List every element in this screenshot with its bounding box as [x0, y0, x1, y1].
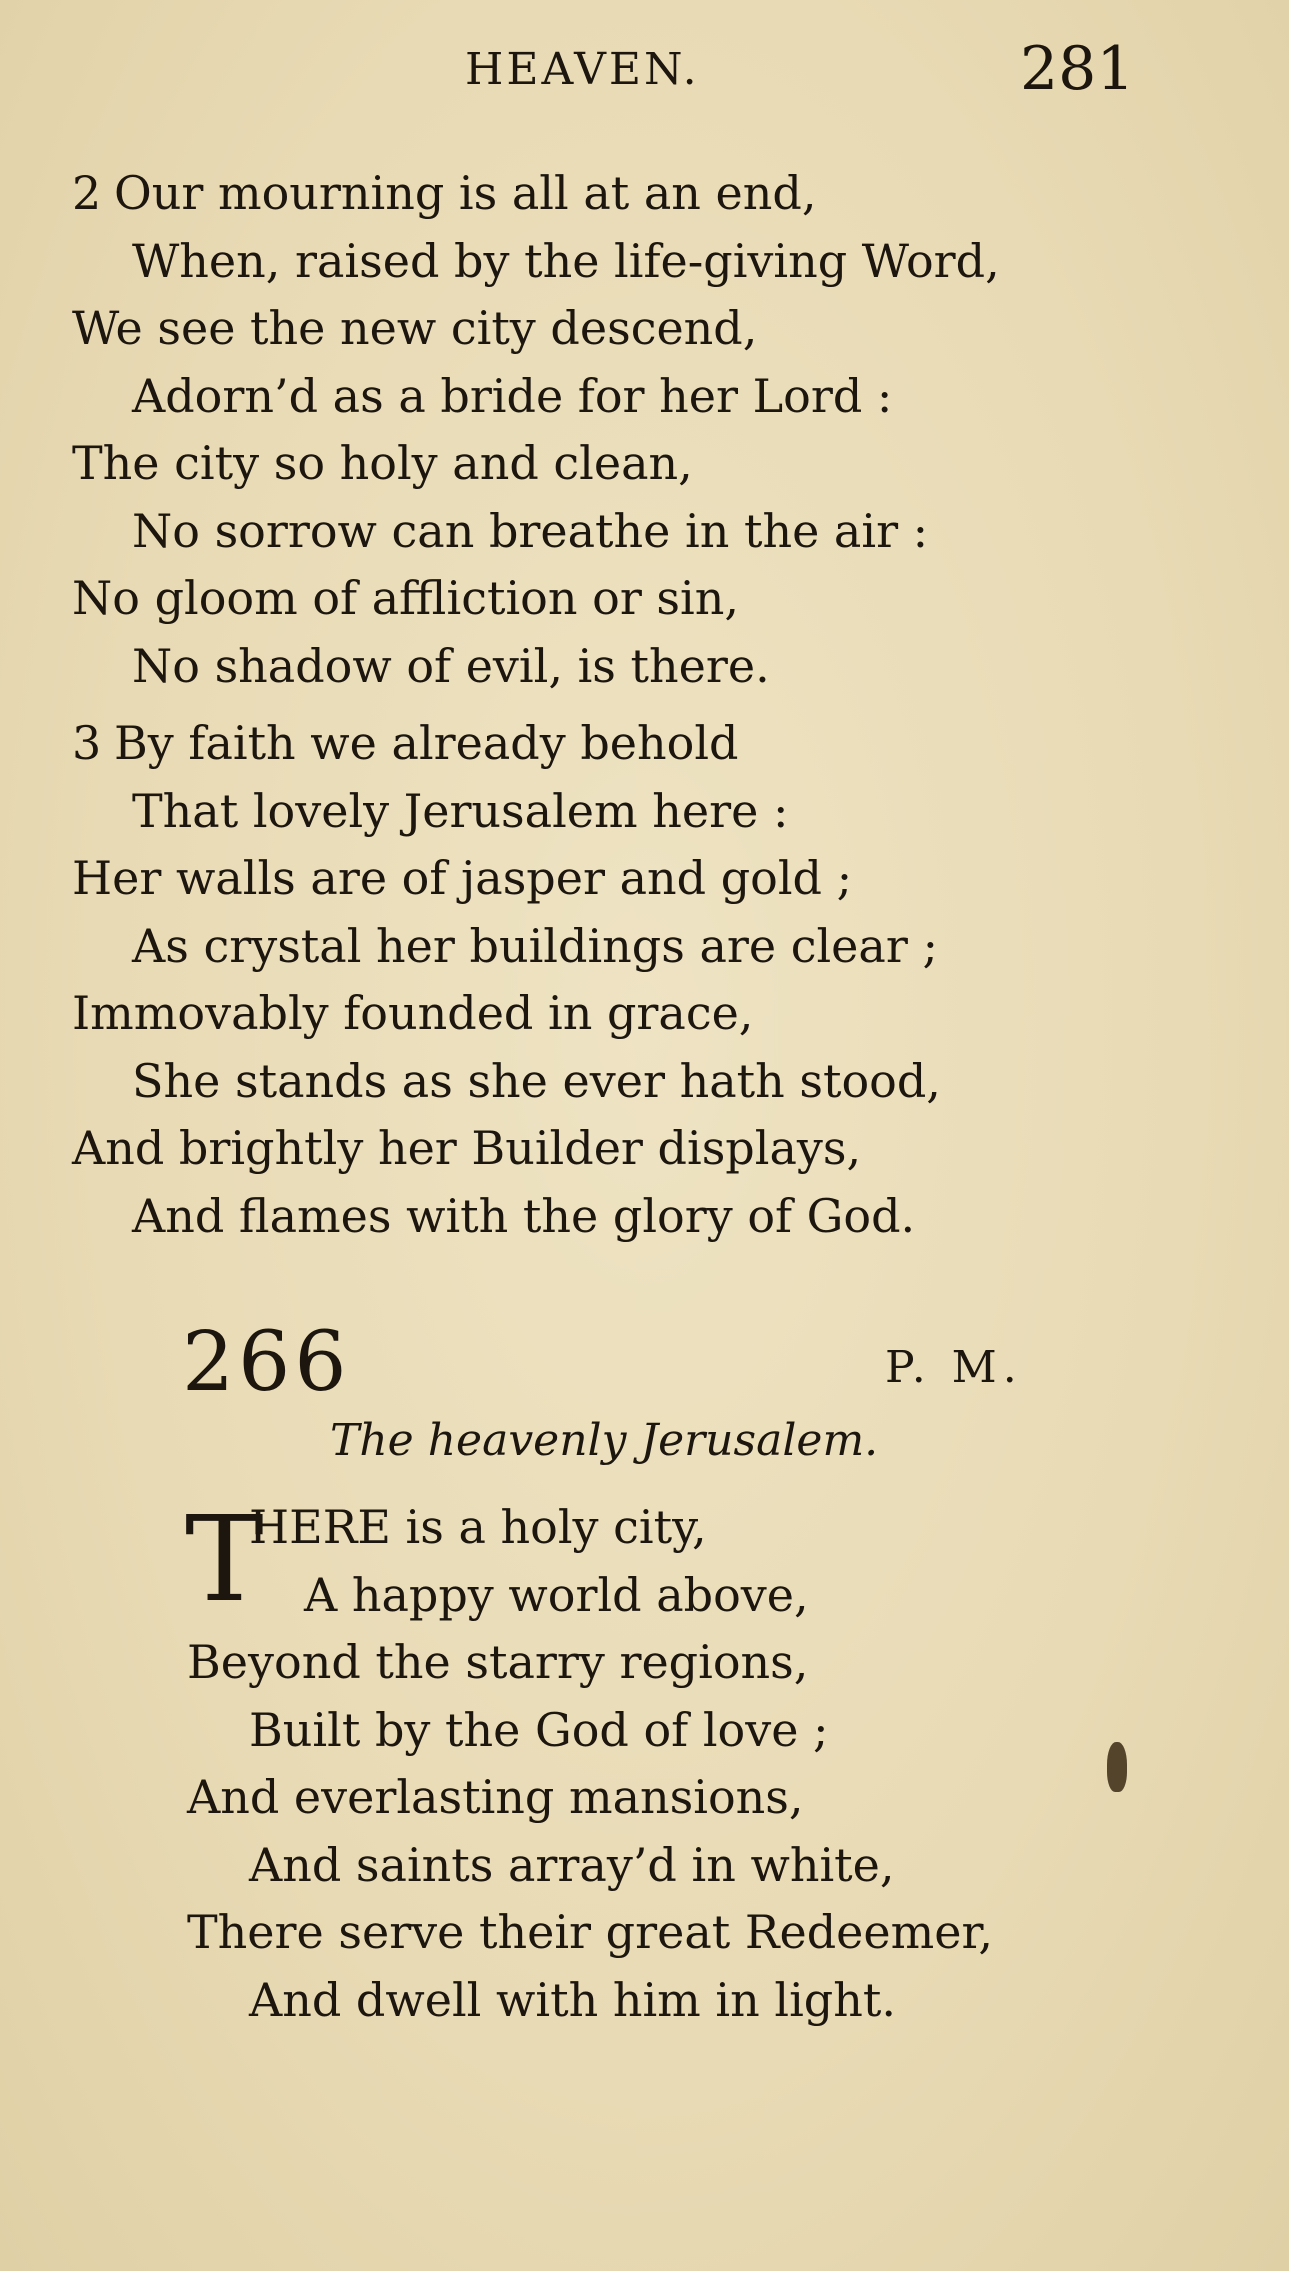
- verse-line: A happy world above,: [304, 1567, 809, 1622]
- hymn-number: 266: [182, 1315, 351, 1410]
- verse-line: The city so holy and clean,: [72, 436, 693, 490]
- verse-line: She stands as she ever hath stood,: [132, 1053, 941, 1108]
- verse-line: And flames with the glory of God.: [132, 1188, 916, 1243]
- verse-line: Adorn’d as a bride for her Lord :: [132, 368, 893, 423]
- stanza-number: 2: [72, 166, 102, 220]
- verse-line: Built by the God of love ;: [249, 1702, 829, 1757]
- verse-line: No gloom of affliction or sin,: [72, 571, 739, 625]
- verse-line: Beyond the starry regions,: [187, 1635, 809, 1689]
- page-header: [0, 34, 1289, 108]
- verse-line: And brightly her Builder displays,: [72, 1121, 862, 1175]
- ink-blot: [1107, 1742, 1127, 1792]
- verse-line: That lovely Jerusalem here :: [132, 783, 789, 838]
- verse-line: Her walls are of jasper and gold ;: [72, 851, 853, 905]
- verse-line: And saints array’d in white,: [249, 1837, 895, 1892]
- page-number: 281: [1020, 34, 1135, 104]
- hymn-meter: P. M.: [885, 1342, 1023, 1393]
- hymn-266-stanza-1: [185, 1490, 1237, 2034]
- verse-line: As crystal her buildings are clear ;: [132, 918, 938, 973]
- stanza-3: [72, 710, 1222, 1250]
- verse-line: 2 Our mourning is all at an end,: [72, 160, 1222, 228]
- verse-line: No shadow of evil, is there.: [132, 638, 770, 693]
- hymn-subtitle: The heavenly Jerusalem.: [330, 1415, 879, 1466]
- verse-line: And everlasting mansions,: [187, 1770, 804, 1824]
- verse-line: 3 By faith we already behold: [72, 710, 1222, 778]
- verse-line: There serve their great Redeemer,: [187, 1905, 994, 1959]
- running-title: HEAVEN.: [465, 44, 700, 95]
- stanza-number: 3: [72, 716, 102, 770]
- drop-cap: T: [185, 1490, 264, 1628]
- verse-line: When, raised by the life-giving Word,: [132, 233, 1000, 288]
- verse-line: HERE is a holy city,: [249, 1500, 707, 1554]
- stanza-2: [72, 160, 1222, 700]
- verse-line: We see the new city descend,: [72, 301, 758, 355]
- verse-line: Immovably founded in grace,: [72, 986, 754, 1040]
- verse-line: No sorrow can breathe in the air :: [132, 503, 929, 558]
- verse-line: And dwell with him in light.: [249, 1972, 896, 2027]
